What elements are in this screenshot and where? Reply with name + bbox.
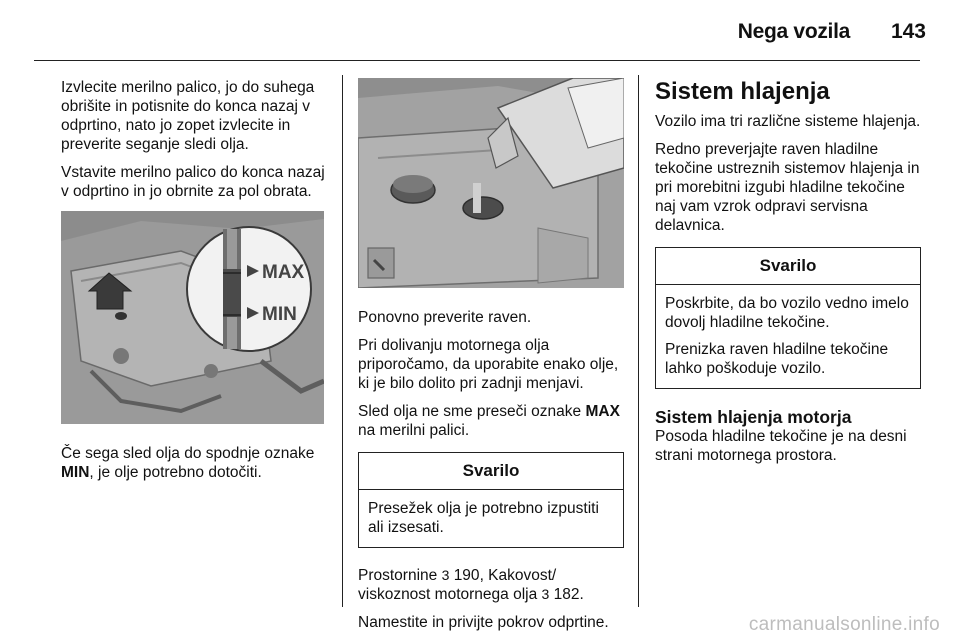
min-mark-label: MIN: [262, 304, 297, 325]
section-title: Nega vozila: [737, 20, 850, 43]
warning-text-2: Prenizka raven hladilne tekočine lahko poškoduje vozilo.: [665, 341, 889, 377]
warning-title: Svarilo: [359, 453, 623, 490]
paragraph-refit-cap: Namestite in privijte pokrov odprtine.: [358, 614, 609, 631]
paragraph-cooling-systems: Vozilo ima tri različne sisteme hlajenja.: [655, 113, 921, 130]
max-mark-label: MAX: [262, 262, 305, 283]
max-term: MAX: [585, 403, 620, 420]
column-divider-2: [638, 75, 639, 607]
page-number: 143: [890, 20, 926, 43]
oil-pouring-illustration: [358, 78, 624, 288]
paragraph-min-level: Če sega sled olja do spodnje oznake MIN, je olje potrebno dotočiti.: [61, 445, 315, 481]
column-divider-1: [342, 75, 343, 607]
link-capacities[interactable]: 190: [453, 567, 480, 584]
heading-cooling-system: Sistem hlajenja: [655, 78, 830, 105]
paragraph-dipstick-insert: Vstavite merilno palico do konca nazaj v odprtino in jo obrnite za pol obrata.: [61, 164, 325, 200]
column-3: [655, 78, 921, 474]
column-1: [61, 78, 326, 491]
engine-dipstick-illustration: [61, 211, 324, 424]
dipstick-magnifier: [187, 227, 311, 351]
paragraph-recheck-level: Ponovno preverite raven.: [358, 309, 532, 326]
warning-box-coolant: [655, 247, 921, 389]
page-header: [0, 0, 960, 60]
subheading-engine-cooling: Sistem hlajenja motorja: [655, 407, 852, 427]
paragraph-max-level: Sled olja ne sme preseči oznake MAX na merilni palici.: [358, 403, 620, 439]
header-rule: [34, 60, 920, 61]
page-ref-arrow-icon: 3: [541, 586, 550, 602]
warning-text: Presežek olja je potrebno izpustiti ali izsesati.: [368, 500, 599, 536]
warning-text-1: Poskrbite, da bo vozilo vedno imelo dovolj hladilne tekočine.: [665, 295, 909, 331]
paragraph-coolant-reservoir: Posoda hladilne tekočine je na desni strani motornega prostora.: [655, 428, 907, 464]
column-2: [358, 78, 624, 641]
figure-oil-pour: [358, 78, 624, 288]
paragraph-references: Prostornine 3 190, Kakovost/ viskoznost motornega olja 3 182.: [358, 567, 584, 603]
warning-box-oil: [358, 452, 624, 548]
min-term: MIN: [61, 464, 90, 481]
link-oil-quality[interactable]: 182: [553, 586, 580, 603]
paragraph-oil-topup: Pri dolivanju motornega olja priporočamo, da uporabite enako olje, ki je bilo dolito pri zadnji menjavi.: [358, 337, 619, 392]
page-ref-arrow-icon: 3: [441, 567, 450, 583]
warning-title: Svarilo: [656, 248, 920, 285]
figure-dipstick: [61, 211, 324, 424]
paragraph-dipstick-pull: Izvlecite merilno palico, jo do suhega obrišite in potisnite do konca nazaj v odprtino, nato jo zopet izvlecite in preverite seganje sledi olja.: [61, 79, 315, 153]
watermark: carmanualsonline.info: [748, 614, 940, 635]
paragraph-cooling-check: Redno preverjajte raven hladilne tekočine ustreznih sistemov hlajenja in pri morebitni izgubi hladilne tekočine naj vam vzrok odpravi servisna delavnica.: [655, 141, 920, 234]
